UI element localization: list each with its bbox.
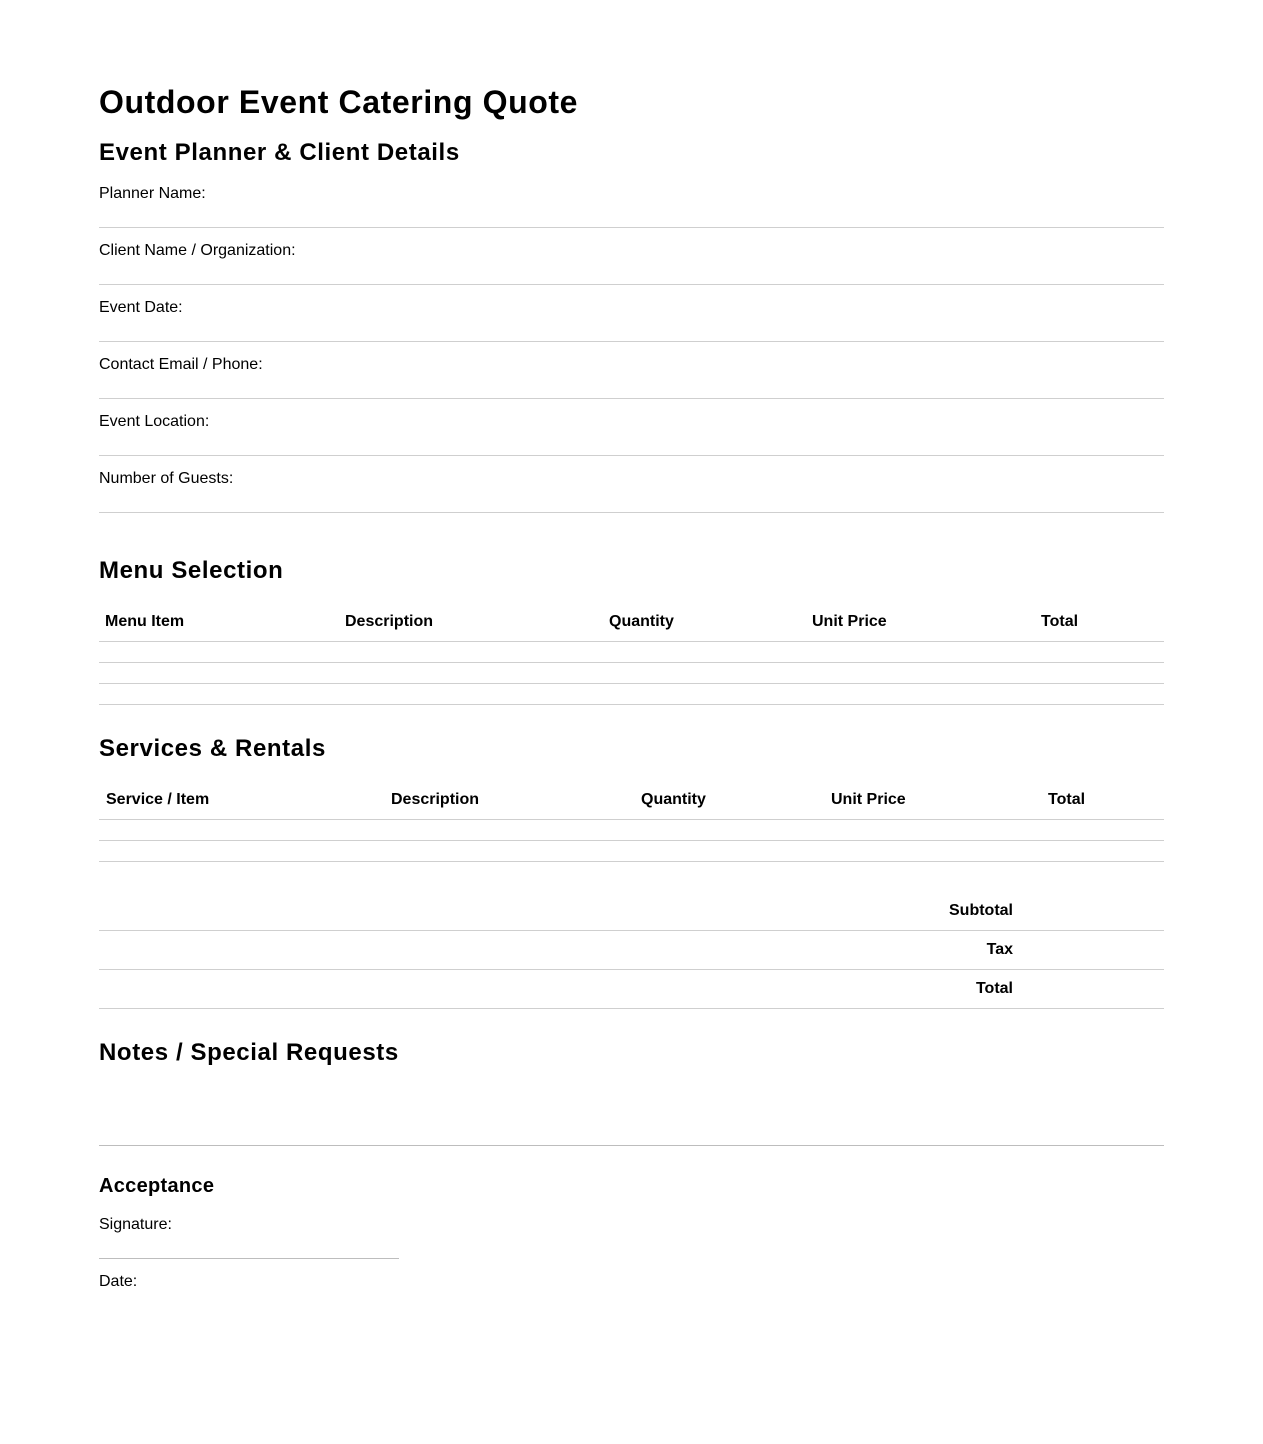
table-row[interactable] bbox=[99, 841, 1164, 861]
menu-col-description: Description bbox=[345, 613, 434, 630]
signature-field[interactable] bbox=[99, 1230, 399, 1258]
total-label: Total bbox=[975, 980, 1013, 997]
guest-count-field[interactable] bbox=[99, 483, 1164, 513]
signature-line bbox=[99, 1258, 399, 1259]
table-row[interactable] bbox=[99, 684, 1164, 704]
services-col-description: Description bbox=[391, 791, 480, 808]
client-details-heading: Event Planner & Client Details bbox=[99, 139, 460, 166]
services-col-total: Total bbox=[1048, 791, 1086, 808]
notes-field[interactable] bbox=[99, 1072, 1164, 1144]
table-row-divider bbox=[99, 861, 1164, 862]
divider bbox=[99, 227, 1164, 228]
table-row-divider bbox=[99, 704, 1164, 705]
tax-value[interactable] bbox=[1020, 931, 1164, 969]
client-name-label: Client Name / Organization: bbox=[99, 242, 296, 259]
notes-heading: Notes / Special Requests bbox=[99, 1039, 399, 1066]
menu-col-unit-price: Unit Price bbox=[812, 613, 887, 630]
page-title: Outdoor Event Catering Quote bbox=[99, 84, 579, 120]
services-col-item: Service / Item bbox=[106, 791, 210, 808]
divider bbox=[99, 455, 1164, 456]
divider bbox=[99, 1008, 1164, 1009]
divider bbox=[99, 284, 1164, 285]
menu-heading: Menu Selection bbox=[99, 557, 284, 584]
divider bbox=[99, 398, 1164, 399]
signature-label: Signature: bbox=[99, 1216, 172, 1233]
event-location-field[interactable] bbox=[99, 426, 1164, 456]
services-heading: Services & Rentals bbox=[99, 735, 326, 762]
date-field[interactable] bbox=[99, 1290, 399, 1318]
date-label: Date: bbox=[99, 1273, 138, 1290]
contact-label: Contact Email / Phone: bbox=[99, 356, 263, 373]
subtotal-value[interactable] bbox=[1020, 892, 1164, 930]
divider bbox=[99, 341, 1164, 342]
divider bbox=[99, 930, 1164, 931]
divider bbox=[99, 1145, 1164, 1146]
client-name-field[interactable] bbox=[99, 255, 1164, 285]
divider bbox=[99, 512, 1164, 513]
divider bbox=[99, 969, 1164, 970]
total-value[interactable] bbox=[1020, 970, 1164, 1008]
menu-col-total: Total bbox=[1041, 613, 1079, 630]
menu-col-item: Menu Item bbox=[105, 613, 185, 630]
planner-name-label: Planner Name: bbox=[99, 185, 206, 202]
services-col-unit-price: Unit Price bbox=[831, 791, 906, 808]
event-location-label: Event Location: bbox=[99, 413, 210, 430]
menu-col-quantity: Quantity bbox=[609, 613, 674, 630]
table-row[interactable] bbox=[99, 820, 1164, 840]
guest-count-label: Number of Guests: bbox=[99, 470, 234, 487]
planner-name-field[interactable] bbox=[99, 198, 1164, 228]
event-date-field[interactable] bbox=[99, 312, 1164, 342]
table-row[interactable] bbox=[99, 642, 1164, 662]
acceptance-heading: Acceptance bbox=[99, 1175, 215, 1197]
contact-field[interactable] bbox=[99, 369, 1164, 399]
table-row[interactable] bbox=[99, 663, 1164, 683]
event-date-label: Event Date: bbox=[99, 299, 183, 316]
subtotal-label: Subtotal bbox=[949, 902, 1013, 919]
tax-label: Tax bbox=[986, 941, 1013, 958]
services-col-quantity: Quantity bbox=[641, 791, 706, 808]
